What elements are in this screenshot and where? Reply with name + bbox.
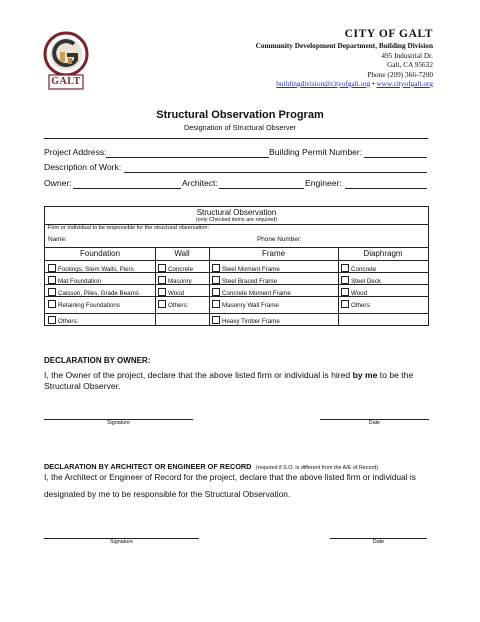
owner-label: Owner: bbox=[44, 178, 72, 188]
checkbox[interactable] bbox=[341, 264, 349, 272]
address-line-2: Galt, CA 95632 bbox=[386, 60, 433, 69]
firm-phone-label: Phone Number: bbox=[257, 236, 302, 243]
frame-item[interactable]: Steel Moment Frame bbox=[212, 264, 280, 273]
checkbox[interactable] bbox=[158, 300, 166, 308]
email-link[interactable]: buildingdivision@cityofgalt.org bbox=[276, 79, 371, 88]
diaphragm-item[interactable]: Others: bbox=[341, 300, 371, 309]
owner-heading: DECLARATION BY OWNER: bbox=[44, 356, 151, 365]
diaphragm-item[interactable]: Concrete bbox=[341, 264, 376, 273]
frame-item[interactable]: Masonry Wall Frame bbox=[212, 300, 279, 309]
wall-item[interactable]: Others: bbox=[158, 300, 188, 309]
checkbox[interactable] bbox=[48, 276, 56, 284]
foundation-item[interactable]: Others: bbox=[48, 316, 78, 325]
city-logo bbox=[40, 30, 92, 92]
column-wall: Wall bbox=[174, 249, 190, 258]
wall-item[interactable]: Concrete bbox=[158, 264, 193, 273]
description-input[interactable] bbox=[124, 172, 427, 173]
owner-input[interactable] bbox=[73, 188, 181, 189]
architect-label: Architect: bbox=[182, 178, 218, 188]
title-rule bbox=[44, 138, 428, 139]
table-title: Structural Observation bbox=[196, 208, 277, 217]
checkbox[interactable] bbox=[48, 300, 56, 308]
observation-table bbox=[44, 206, 429, 326]
frame-item[interactable]: Heavy Timber Frame bbox=[212, 316, 280, 325]
checkbox[interactable] bbox=[158, 288, 166, 296]
foundation-item[interactable]: Footings, Stem Walls, Piers bbox=[48, 264, 134, 273]
address-line-1: 495 Industrial Dr. bbox=[381, 50, 433, 60]
project-address-label: Project Address: bbox=[44, 147, 107, 157]
checkbox[interactable] bbox=[158, 264, 166, 272]
building-permit-label: Building Permit Number: bbox=[269, 147, 363, 157]
checkbox[interactable] bbox=[158, 276, 166, 284]
owner-signature-label: Signature bbox=[106, 420, 131, 426]
column-diaphragm: Diaphragm bbox=[363, 249, 403, 258]
form-subtitle: Designation of Structural Observer bbox=[184, 123, 296, 132]
form-title: Structural Observation Program bbox=[156, 109, 324, 121]
architect-signature-label: Signature bbox=[109, 539, 134, 545]
building-permit-input[interactable] bbox=[364, 157, 427, 158]
architect-declaration-text: I, the Architect or Engineer of Record for the project, declare that the above listed firm or individual is designated by me to be responsible for the Structural Observation. bbox=[44, 472, 416, 499]
checkbox[interactable] bbox=[212, 316, 220, 324]
column-foundation: Foundation bbox=[79, 249, 121, 258]
website-link[interactable]: www.cityofgalt.org bbox=[376, 79, 433, 88]
architect-heading: DECLARATION BY ARCHITECT OR ENGINEER OF RECORD (required if S.O. is different from the A/E of Record) bbox=[44, 462, 379, 471]
wall-item[interactable]: Wood bbox=[158, 288, 184, 297]
engineer-label: Engineer: bbox=[305, 178, 342, 188]
checkbox[interactable] bbox=[48, 316, 56, 324]
owner-declaration-text: I, the Owner of the project, declare that the above listed firm or individual is hired by me to be the Structural Observer. bbox=[44, 370, 414, 391]
checkbox[interactable] bbox=[341, 288, 349, 296]
wall-item[interactable]: Masonry bbox=[158, 276, 192, 285]
owner-date-label: Date bbox=[368, 420, 381, 426]
checkbox[interactable] bbox=[212, 264, 220, 272]
phone-number: Phone (209) 366-7200 bbox=[367, 69, 433, 79]
checkbox[interactable] bbox=[341, 276, 349, 284]
frame-item[interactable]: Concrete Moment Frame bbox=[212, 288, 291, 297]
firm-name-label: Name: bbox=[48, 236, 67, 243]
checkbox[interactable] bbox=[212, 288, 220, 296]
description-label: Description of Work: bbox=[44, 162, 122, 172]
checkbox[interactable] bbox=[48, 288, 56, 296]
link-separator: • bbox=[372, 79, 375, 88]
checkbox[interactable] bbox=[212, 276, 220, 284]
checkbox[interactable] bbox=[341, 300, 349, 308]
architect-date-label: Date bbox=[372, 539, 385, 545]
checkbox[interactable] bbox=[212, 300, 220, 308]
architect-input[interactable] bbox=[219, 188, 304, 189]
firm-label: Firm or Individual to be responsible for the structural observation: bbox=[48, 225, 210, 231]
foundation-item[interactable]: Caisson, Piles, Grade Beams bbox=[48, 288, 139, 297]
foundation-item[interactable]: Mat Foundation bbox=[48, 276, 101, 285]
project-address-input[interactable] bbox=[106, 157, 269, 158]
checkbox[interactable] bbox=[48, 264, 56, 272]
foundation-item[interactable]: Retaining Foundations bbox=[48, 300, 120, 309]
frame-item[interactable]: Steel Braced Frame bbox=[212, 276, 277, 285]
table-note: (only Checked items are required) bbox=[195, 217, 278, 223]
city-name: CITY OF GALT bbox=[344, 28, 433, 40]
diaphragm-item[interactable]: Wood bbox=[341, 288, 367, 297]
logo-text: GALT bbox=[51, 76, 81, 87]
column-frame: Frame bbox=[261, 249, 286, 258]
department-name: Community Development Department, Building Division bbox=[255, 41, 433, 50]
diaphragm-item[interactable]: Steel Deck bbox=[341, 276, 381, 285]
engineer-input[interactable] bbox=[345, 188, 427, 189]
